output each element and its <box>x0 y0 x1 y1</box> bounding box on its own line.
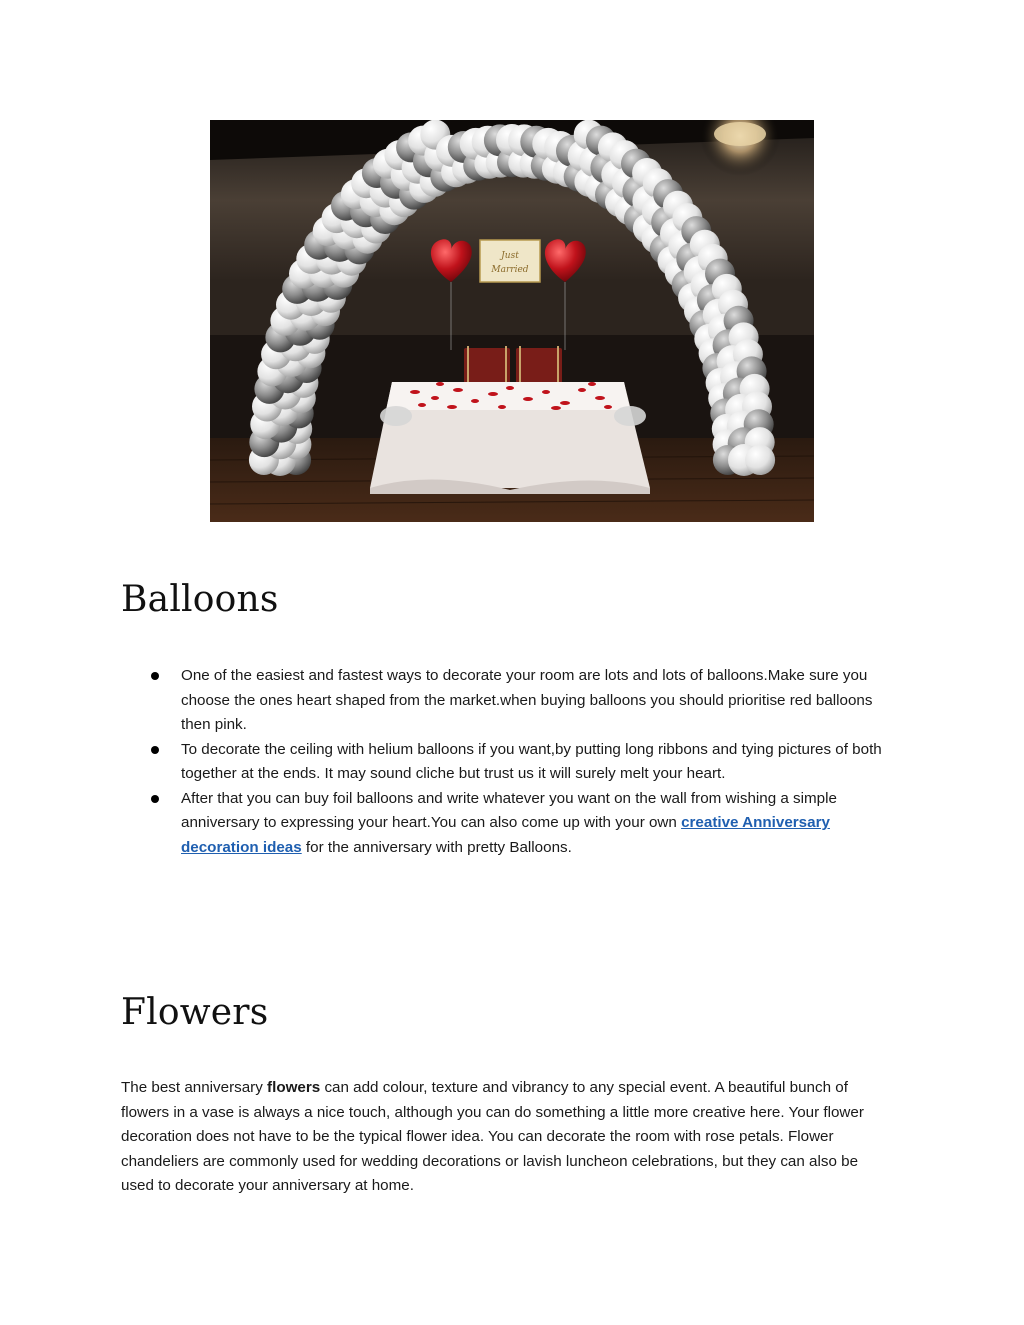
flowers-text-end: can add colour, texture and vibrancy to any special event. A beautiful bunch of flowers in a vase is always a nice touch, although you can do something a little more creative here. Your flower decoration does not have to be the typical flower idea. You can decorate the room with rose petals. Flower chandeliers are commonly used for wedding decorations or lavish luncheon celebrations, but they can also be used to decorate your anniversary at home. <box>121 1079 864 1194</box>
list-item <box>121 787 891 861</box>
just-married-sign <box>480 240 540 282</box>
flowers-text-start: The best anniversary <box>121 1079 268 1096</box>
bullet-text <box>181 790 837 856</box>
svg-text:Married: Married <box>491 265 529 275</box>
balloons-bullet-list <box>121 664 891 860</box>
bullet-text: One of the easiest and fastest ways to decorate your room are lots and lots of balloons.Make sure you choose the ones heart shaped from the market.when buying balloons you should prioritise red balloons then pink. <box>181 667 873 733</box>
list-item <box>121 738 891 787</box>
flowers-bold-word: flowers <box>267 1079 321 1096</box>
bullet-icon <box>151 795 159 803</box>
bullet-text-start: After that you can buy foil balloons and write whatever you want on the wall from wishing a simple anniversary to expressing your heart.You can also come up with your own <box>181 789 837 831</box>
list-item <box>121 664 891 738</box>
bullet-text-end: for the anniversary with pretty Balloons. <box>301 838 572 856</box>
bullet-icon <box>151 746 159 754</box>
flowers-paragraph <box>121 1076 891 1199</box>
svg-text:Just: Just <box>501 251 519 261</box>
flowers-heading: Flowers <box>121 992 269 1033</box>
bullet-text: To decorate the ceiling with helium balloons if you want,by putting long ribbons and tying pictures of both together at the ends. It may sound cliche but trust us it will surely melt your heart. <box>181 740 882 782</box>
bullet-icon <box>151 672 159 680</box>
decoration-ideas-link[interactable]: creative Anniversary decoration ideas <box>181 814 830 856</box>
arch-balloon <box>745 445 775 475</box>
balloons-heading: Balloons <box>121 579 279 620</box>
balloon-arch-photo <box>210 120 814 522</box>
